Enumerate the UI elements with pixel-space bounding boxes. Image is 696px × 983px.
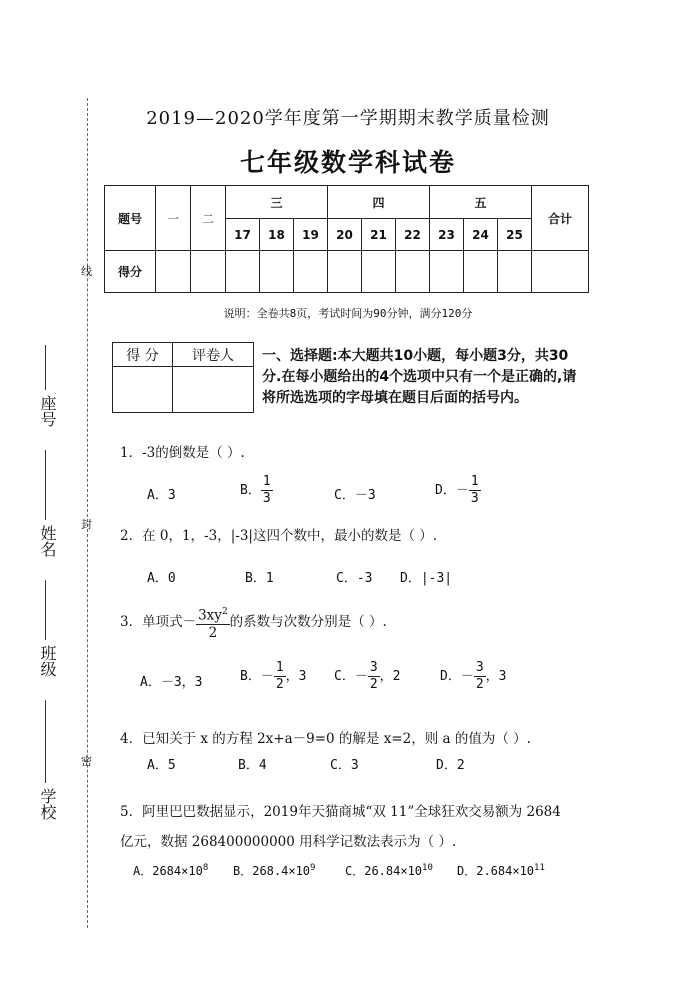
q1-option-c: C．－3 — [334, 488, 376, 503]
binding-mark-xian: 线 — [81, 265, 92, 278]
binding-dashed-line — [87, 98, 88, 928]
grader-score-cell[interactable] — [113, 367, 173, 413]
q3-option-b — [240, 660, 306, 693]
q3-option-a: A．－3，3 — [140, 675, 203, 690]
binding-mark-feng: 封 — [81, 518, 92, 531]
seat-number-label: 座号 — [38, 395, 57, 427]
class-line[interactable] — [45, 580, 46, 640]
score-table — [104, 185, 589, 293]
score-cell[interactable] — [260, 251, 294, 293]
q3-option-c-suffix: ，2 — [379, 669, 401, 684]
q1-option-b-fraction — [261, 474, 273, 507]
q5-option-b-base: B．268.4×10 — [233, 864, 311, 878]
q4-option-a: A．5 — [147, 758, 176, 773]
score-header-one: 一 — [156, 186, 191, 251]
q1-option-b-prefix: B． — [240, 483, 261, 498]
question-number: 17 — [226, 219, 260, 251]
q5-option-d-base: D．2.684×10 — [457, 864, 535, 878]
q3-option-b-suffix: ，3 — [285, 669, 307, 684]
binding-mark-mi: 密 — [81, 755, 92, 768]
q2-option-d: D．|-3| — [400, 571, 453, 586]
q3-option-b-fraction — [274, 660, 286, 693]
question-number: 21 — [362, 219, 396, 251]
score-cell[interactable] — [396, 251, 430, 293]
q5-option-b-exponent: 9 — [310, 863, 316, 873]
exam-title-line1: 2019—2020学年度第一学期期末教学质量检测 — [146, 108, 550, 129]
score-row-label: 得分 — [105, 251, 156, 293]
q1-option-d-fraction — [469, 474, 481, 507]
score-header-two: 二 — [191, 186, 226, 251]
q3-exponent: 2 — [221, 607, 228, 617]
q1-option-d-prefix: D．－ — [435, 483, 469, 498]
fraction-denominator: 2 — [208, 624, 218, 641]
fraction-numerator: 1 — [470, 474, 479, 489]
score-header-tihao: 题号 — [105, 186, 156, 251]
q3-numerator: 3xy — [198, 607, 222, 624]
name-label: 姓名 — [38, 525, 57, 557]
q5-option-d-exponent: 11 — [534, 863, 545, 873]
q3-option-d — [440, 660, 506, 693]
fraction-denominator: 3 — [470, 491, 479, 506]
fraction-numerator: 1 — [275, 660, 284, 675]
exam-note: 说明：全卷共8页，考试时间为90分钟，满分120分 — [223, 307, 473, 320]
q3-option-c-prefix: C．－ — [334, 669, 368, 684]
class-label: 班级 — [38, 645, 57, 677]
question-number: 23 — [430, 219, 464, 251]
q1-option-b — [240, 474, 273, 507]
question-5-stem-line2: 亿元，数据 268400000000 用科学记数法表示为（ ）. — [120, 834, 457, 850]
fraction-numerator — [196, 604, 230, 625]
q1-option-d — [435, 474, 481, 507]
question-number: 24 — [464, 219, 498, 251]
grader-name-label: 评卷人 — [173, 343, 254, 367]
q3-option-d-suffix: ，3 — [485, 669, 507, 684]
q5-option-c-base: C．26.84×10 — [345, 864, 423, 878]
question-number: 25 — [498, 219, 532, 251]
question-number: 20 — [328, 219, 362, 251]
fraction-numerator: 3 — [369, 660, 378, 675]
grader-table — [112, 342, 254, 413]
fraction-denominator: 2 — [275, 677, 284, 692]
question-2-stem: 2．在 0，1，-3，|-3|这四个数中，最小的数是（ ）. — [120, 528, 438, 544]
fraction-denominator: 2 — [475, 677, 484, 692]
q3-option-c-fraction — [368, 660, 380, 693]
score-cell[interactable] — [532, 251, 589, 293]
q2-option-a: A．0 — [147, 571, 176, 586]
score-header-total: 合计 — [532, 186, 589, 251]
question-number: 19 — [294, 219, 328, 251]
school-label: 学校 — [38, 788, 57, 820]
fraction-numerator: 1 — [262, 474, 271, 489]
q4-option-c: C．3 — [330, 758, 359, 773]
score-cell[interactable] — [328, 251, 362, 293]
q3-stem-prefix: 3．单项式－ — [120, 613, 197, 630]
q5-option-a-base: A．2684×10 — [133, 864, 203, 878]
q3-monomial-fraction — [196, 604, 230, 641]
question-number: 18 — [260, 219, 294, 251]
score-cell[interactable] — [226, 251, 260, 293]
q4-option-b: B．4 — [238, 758, 267, 773]
score-cell[interactable] — [294, 251, 328, 293]
question-5-stem-line1: 5．阿里巴巴数据显示，2019年天猫商城“双 11”全球狂欢交易额为 2684 — [120, 804, 561, 820]
section1-instruction: 一、选择题:本大题共10小题，每小题3分，共30分.在每小题给出的4个选项中只有一个是正确的,请将所选选项的字母填在题目后面的括号内。 — [262, 348, 577, 406]
exam-title-line2: 七年级数学科试卷 — [239, 148, 456, 177]
score-cell[interactable] — [498, 251, 532, 293]
q2-option-b: B．1 — [245, 571, 274, 586]
score-header-five: 五 — [430, 186, 532, 219]
score-header-three: 三 — [226, 186, 328, 219]
q5-option-b — [233, 862, 315, 879]
q5-option-d — [457, 862, 545, 879]
q3-option-d-prefix: D．－ — [440, 669, 474, 684]
q2-option-c: C．-3 — [336, 571, 373, 586]
name-line[interactable] — [45, 450, 46, 520]
question-3-stem — [120, 604, 387, 641]
q5-option-a — [133, 862, 208, 879]
school-line[interactable] — [45, 700, 46, 783]
q4-option-d: D．2 — [436, 758, 465, 773]
grader-score-label: 得 分 — [113, 343, 173, 367]
score-header-four: 四 — [328, 186, 430, 219]
q5-option-a-exponent: 8 — [202, 863, 209, 873]
q3-stem-suffix: 的系数与次数分别是（ ）. — [229, 613, 387, 630]
seat-number-line[interactable] — [45, 345, 46, 390]
score-cell[interactable] — [464, 251, 498, 293]
q1-option-a: A．3 — [147, 488, 176, 503]
grader-name-cell[interactable] — [173, 367, 254, 413]
q5-option-c — [345, 862, 433, 879]
question-4-stem: 4．已知关于 x 的方程 2x+a－9=0 的解是 x=2，则 a 的值为（ ）. — [120, 731, 531, 747]
q5-option-c-exponent: 10 — [422, 863, 433, 873]
score-cell[interactable] — [362, 251, 396, 293]
q3-option-d-fraction — [474, 660, 486, 693]
score-cell[interactable] — [156, 251, 191, 293]
question-number: 22 — [396, 219, 430, 251]
q3-option-b-prefix: B．－ — [240, 669, 274, 684]
score-cell[interactable] — [191, 251, 226, 293]
q3-option-c — [334, 660, 400, 693]
fraction-numerator: 3 — [475, 660, 484, 675]
score-cell[interactable] — [430, 251, 464, 293]
question-1-stem: 1．-3的倒数是（ ）. — [120, 445, 245, 461]
fraction-denominator: 3 — [262, 491, 271, 506]
fraction-denominator: 2 — [369, 677, 378, 692]
